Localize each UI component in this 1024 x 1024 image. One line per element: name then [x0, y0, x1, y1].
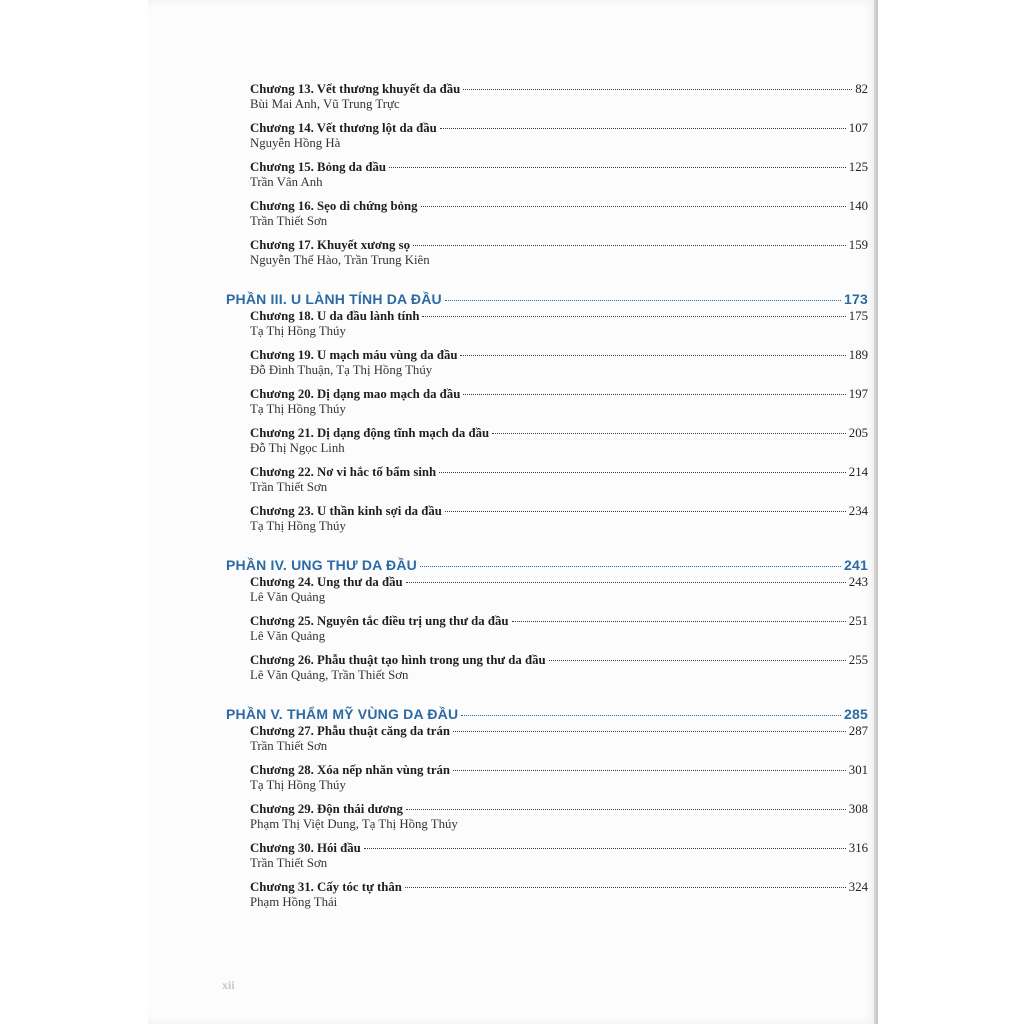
chapter-line [250, 426, 868, 441]
toc-entry[interactable] [250, 575, 868, 605]
chapter-line [250, 653, 868, 668]
chapter-title: Chương 19. U mạch máu vùng da đầu [250, 348, 458, 362]
chapter-authors: Tạ Thị Hồng Thúy [250, 519, 346, 533]
dot-leader [445, 511, 846, 512]
toc-entry[interactable] [250, 199, 868, 229]
chapter-authors: Tạ Thị Hồng Thúy [250, 778, 346, 792]
chapter-page-number: 125 [848, 160, 868, 174]
dot-leader [453, 731, 846, 732]
chapter-authors: Trần Thiết Sơn [250, 214, 328, 228]
chapter-page-number: 189 [848, 348, 868, 362]
chapter-title: Chương 17. Khuyết xương sọ [250, 238, 411, 252]
chapter-page-number: 159 [848, 238, 868, 252]
dot-leader [389, 167, 846, 168]
dot-leader [413, 245, 846, 246]
toc-entry[interactable] [250, 160, 868, 190]
dot-leader [439, 472, 846, 473]
dot-leader [461, 715, 841, 716]
toc-entry[interactable] [250, 426, 868, 456]
dot-leader [440, 128, 846, 129]
toc-entry[interactable] [250, 841, 868, 871]
toc-entry[interactable] [250, 614, 868, 644]
chapter-line [250, 763, 868, 778]
chapter-title: Chương 13. Vết thương khuyết da đầu [250, 82, 461, 96]
toc-entry[interactable] [250, 82, 868, 112]
dot-leader [421, 206, 846, 207]
chapter-line [250, 309, 868, 324]
chapter-title: Chương 23. U thần kinh sợi da đầu [250, 504, 442, 518]
chapter-page-number: 214 [848, 465, 868, 479]
chapter-title: Chương 26. Phẫu thuật tạo hình trong ung thư da đầu [250, 653, 546, 667]
toc-entry[interactable] [250, 504, 868, 534]
section-heading-page: 241 [844, 557, 868, 573]
chapter-authors: Phạm Thị Việt Dung, Tạ Thị Hồng Thúy [250, 817, 458, 831]
chapter-authors: Phạm Hồng Thái [250, 895, 338, 909]
scan-background-right [878, 0, 1024, 1024]
page-number-footer: xii [222, 978, 235, 992]
chapter-page-number: 301 [848, 763, 868, 777]
chapter-line [250, 880, 868, 895]
toc-entry[interactable] [250, 348, 868, 378]
scan-background-left [0, 0, 148, 1024]
chapter-title: Chương 25. Nguyên tắc điều trị ung thư da đầu [250, 614, 509, 628]
dot-leader [422, 316, 845, 317]
chapter-page-number: 107 [848, 121, 868, 135]
chapter-title: Chương 22. Nơ vi hắc tố bẩm sinh [250, 465, 437, 479]
chapter-authors: Lê Văn Quảng, Trần Thiết Sơn [250, 668, 409, 682]
chapter-line [250, 614, 868, 629]
chapter-line [250, 160, 868, 175]
chapter-title: Chương 31. Cấy tóc tự thân [250, 880, 402, 894]
chapter-page-number: 308 [848, 802, 868, 816]
dot-leader [460, 355, 845, 356]
toc-entry[interactable] [250, 465, 868, 495]
chapter-page-number: 251 [848, 614, 868, 628]
chapter-line [250, 802, 868, 817]
chapter-line [250, 465, 868, 480]
toc-entry[interactable] [250, 121, 868, 151]
dot-leader [463, 394, 845, 395]
dot-leader [492, 433, 846, 434]
dot-leader [453, 770, 846, 771]
chapter-authors: Trần Thiết Sơn [250, 856, 328, 870]
section-heading-page: 285 [844, 706, 868, 722]
chapter-page-number: 197 [848, 387, 868, 401]
chapter-authors: Lê Văn Quảng [250, 629, 326, 643]
chapter-line [250, 387, 868, 402]
chapter-line [250, 348, 868, 363]
chapter-line [250, 82, 868, 97]
section-heading-title: PHẦN IV. UNG THƯ DA ĐẦU [226, 557, 417, 573]
chapter-page-number: 287 [848, 724, 868, 738]
chapter-authors: Trần Thiết Sơn [250, 480, 328, 494]
chapter-page-number: 82 [855, 82, 868, 96]
chapter-title: Chương 29. Độn thái dương [250, 802, 403, 816]
chapter-title: Chương 16. Sẹo di chứng bỏng [250, 199, 418, 213]
chapter-title: Chương 27. Phẫu thuật căng da trán [250, 724, 451, 738]
chapter-title: Chương 24. Ung thư da đầu [250, 575, 403, 589]
chapter-authors: Tạ Thị Hồng Thúy [250, 402, 346, 416]
section-heading-title: PHẦN III. U LÀNH TÍNH DA ĐẦU [226, 291, 442, 307]
chapter-authors: Nguyễn Thế Hào, Trần Trung Kiên [250, 253, 430, 267]
dot-leader [364, 848, 846, 849]
dot-leader [420, 566, 841, 567]
dot-leader [405, 887, 846, 888]
toc-entry[interactable] [250, 238, 868, 268]
chapter-page-number: 234 [848, 504, 868, 518]
chapter-page-number: 255 [848, 653, 868, 667]
chapter-line [250, 575, 868, 590]
chapter-title: Chương 15. Bỏng da đầu [250, 160, 387, 174]
chapter-line [250, 841, 868, 856]
chapter-page-number: 205 [848, 426, 868, 440]
chapter-authors: Nguyễn Hồng Hà [250, 136, 341, 150]
dot-leader [463, 89, 852, 90]
chapter-page-number: 140 [848, 199, 868, 213]
dot-leader [445, 300, 841, 301]
chapter-authors: Trần Thiết Sơn [250, 739, 328, 753]
chapter-title: Chương 21. Dị dạng động tĩnh mạch da đầu [250, 426, 490, 440]
chapter-line [250, 504, 868, 519]
chapter-line [250, 724, 868, 739]
chapter-title: Chương 14. Vết thương lột da đầu [250, 121, 437, 135]
chapter-authors: Lê Văn Quảng [250, 590, 326, 604]
section-heading [226, 706, 868, 722]
chapter-page-number: 175 [848, 309, 868, 323]
section-heading [226, 557, 868, 573]
dot-leader [549, 660, 846, 661]
chapter-title: Chương 18. U da đầu lành tính [250, 309, 420, 323]
toc-entry[interactable] [250, 653, 868, 683]
chapter-title: Chương 20. Dị dạng mao mạch da đầu [250, 387, 461, 401]
toc-entry[interactable] [250, 387, 868, 417]
chapter-line [250, 121, 868, 136]
dot-leader [512, 621, 846, 622]
toc-entry[interactable] [250, 880, 868, 910]
chapter-page-number: 316 [848, 841, 868, 855]
chapter-line [250, 199, 868, 214]
section-heading-title: PHẦN V. THẨM MỸ VÙNG DA ĐẦU [226, 706, 459, 722]
chapter-authors: Tạ Thị Hồng Thúy [250, 324, 346, 338]
chapter-authors: Đỗ Đình Thuận, Tạ Thị Hồng Thúy [250, 363, 433, 377]
chapter-authors: Đỗ Thị Ngọc Linh [250, 441, 345, 455]
chapter-line [250, 238, 868, 253]
chapter-title: Chương 28. Xóa nếp nhăn vùng trán [250, 763, 451, 777]
section-heading [226, 291, 868, 307]
chapter-page-number: 243 [848, 575, 868, 589]
toc-entry[interactable] [250, 724, 868, 754]
dot-leader [406, 582, 846, 583]
toc-entry[interactable] [250, 309, 868, 339]
chapter-authors: Bùi Mai Anh, Vũ Trung Trực [250, 97, 400, 111]
section-heading-page: 173 [844, 291, 868, 307]
dot-leader [406, 809, 846, 810]
toc-entry[interactable] [250, 763, 868, 793]
chapter-title: Chương 30. Hói đầu [250, 841, 361, 855]
chapter-authors: Trần Vân Anh [250, 175, 323, 189]
chapter-page-number: 324 [848, 880, 868, 894]
toc-entry[interactable] [250, 802, 868, 832]
